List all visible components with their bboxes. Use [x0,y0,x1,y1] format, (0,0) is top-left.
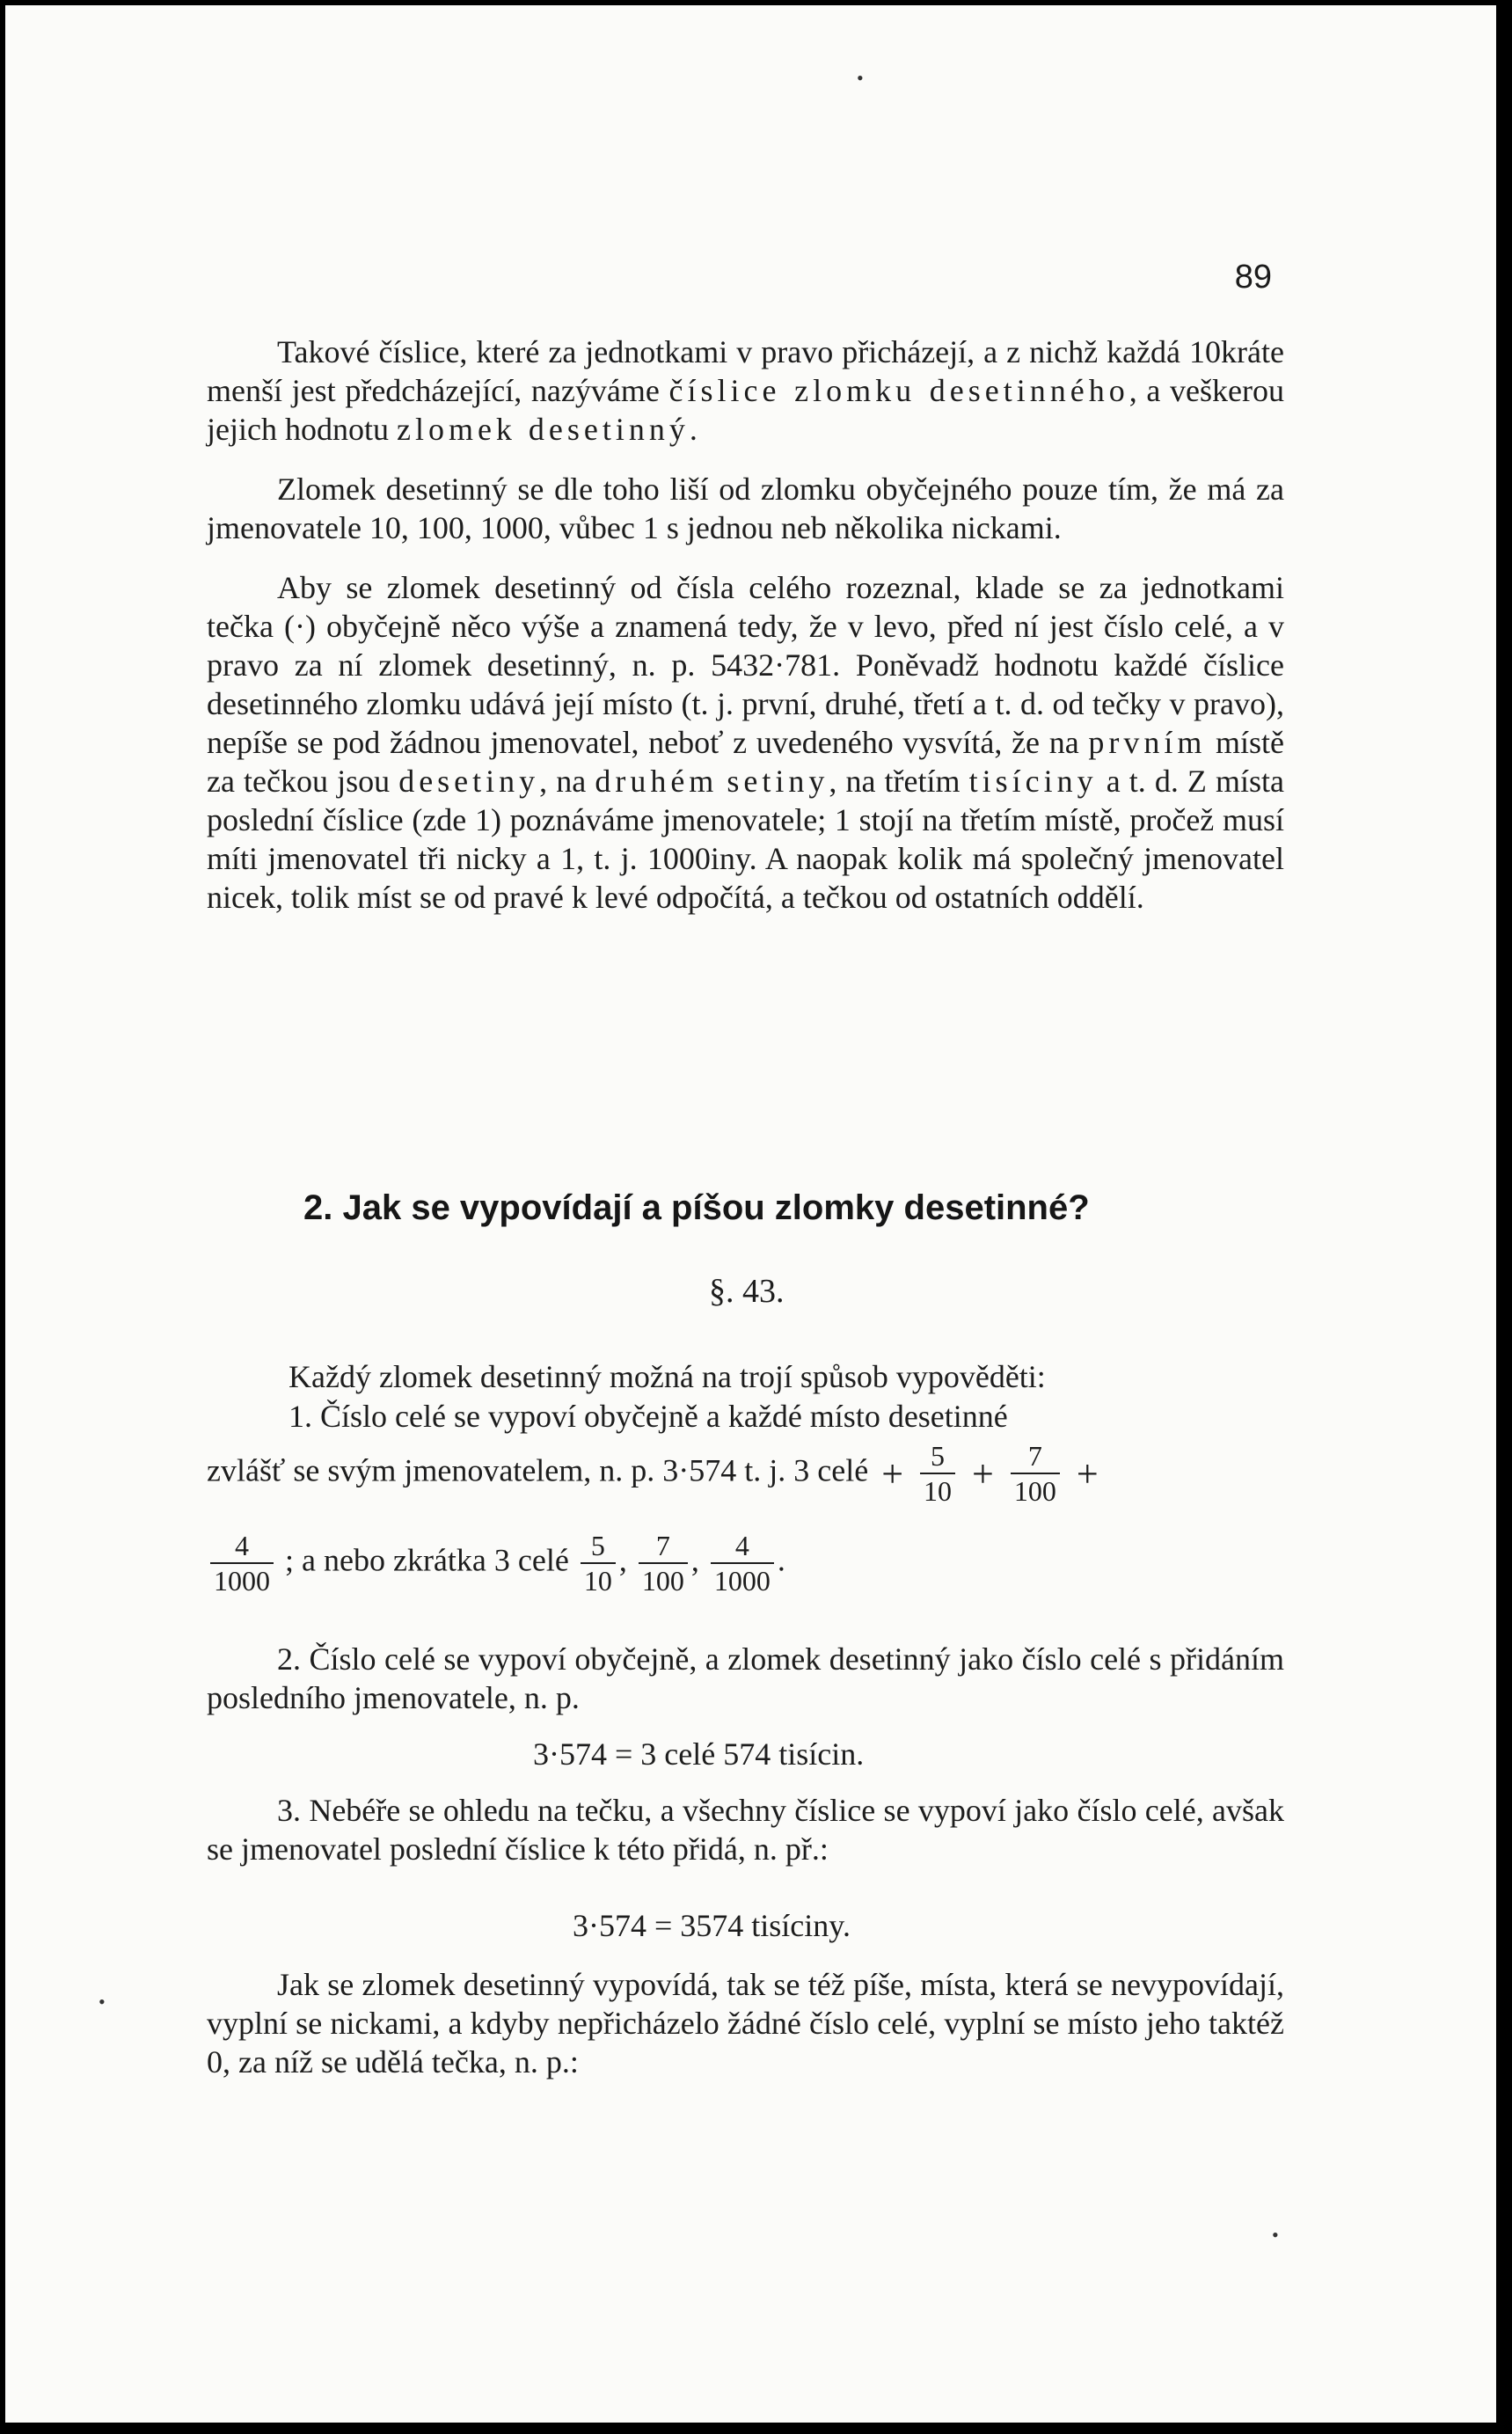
text-run: ; a nebo zkrátka 3 celé [285,1542,569,1578]
denominator: 10 [924,1475,953,1507]
document-page [5,5,1496,2423]
rule-1-example-line [207,1439,1104,1508]
numerator: 4 [711,1529,774,1564]
fraction [639,1529,688,1597]
denominator: 1000 [214,1565,270,1597]
spaced-term: setiny [727,764,829,799]
text-run: . [689,412,698,447]
scan-speck: • [99,1991,106,2013]
spaced-term: číslice zlomku desetinného [668,373,1129,408]
text-run: , na třetím [829,764,969,799]
text-run: a t. d. Z místa poslední číslice (zde 1) poznáváme jmenovatele; 1 stojí na třetím místě, pročež musí míti jmenovatel tři nicky a 1, t. j. 1000iny. A naopak kolik má společný jmenovatel nicek, tolik míst se od pravé k levé odpočítá, a tečkou od ostatních oddělí. [207,764,1285,915]
comma: , [618,1542,627,1578]
text-run: místě za tečkou jsou [207,725,1284,799]
text-run: Takové číslice, které za jednotkami v pravo přicházejí, a z nichž každá 10kráte menší jest předcházející, nazýváme [207,334,1284,408]
closing-paragraph [207,1965,1284,2081]
spaced-term: desetiny [398,764,540,799]
period: . [777,1542,785,1578]
numerator: 5 [581,1529,616,1564]
text-run: , na [539,764,595,799]
equation-1: 3·574 = 3 celé 574 tisícin. [533,1736,865,1772]
denominator: 1000 [713,1565,771,1597]
fraction [581,1529,616,1597]
rule-3-text: 3. Nebéře se ohledu na tečku, a všechny číslice se vypoví jako číslo celé, avšak se jmenovatel poslední číslice k této přidá, n. př.: [207,1793,1284,1867]
plus-sign: + [1076,1451,1099,1495]
scan-speck: • [857,67,864,89]
rule-3 [207,1791,1284,1868]
equation-2: 3·574 = 3574 tisíciny. [573,1908,851,1943]
spaced-term: druhém [595,764,719,799]
text-run: Aby se zlomek desetinný od čísla celého rozeznal, klade se za jednotkami tečka (·) obyčejně něco výše a znamená tedy, že v levo, před ní jest číslo celé, a v pravo za ní zlomek desetinný, n. p. 5432·781. Poněvadž hodnotu každé číslice desetinného zlomku udává její místo (t. j. první, druhé, třetí a t. d. od tečky v pravo), nepíše se pod žádnou jmenovatel, neboť z uvedeného vysvítá, že na [207,570,1284,760]
section-number: §. 43. [709,1273,785,1310]
denominator: 100 [641,1565,684,1597]
fraction [1011,1439,1060,1508]
spaced-term: prvním [1088,725,1207,760]
paragraph-2: Zlomek desetinný se dle toho liší od zlomku obyčejného pouze tím, že má za jmenovatele 10, 100, 1000, vůbec 1 s jednou neb několika nickami. [207,471,1284,545]
paragraph-1 [207,333,1284,449]
comma: , [690,1542,699,1578]
numerator: 7 [1011,1439,1060,1474]
section-43-intro: Každý zlomek desetinný možná na trojí spůsob vypověděti: [289,1359,1046,1394]
text-run [718,764,727,799]
page-number: 89 [1234,259,1272,296]
fraction [711,1529,774,1597]
fraction [920,1439,955,1508]
rule-2-text: 2. Číslo celé se vypoví obyčejně, a zlomek desetinný jako číslo celé s přidáním posledního jmenovatele, n. p. [207,1641,1284,1715]
denominator: 10 [583,1565,612,1597]
spaced-term: zlomek desetinný [396,412,690,447]
numerator: 4 [210,1529,274,1564]
paragraph-3 [207,568,1284,917]
numerator: 7 [639,1529,688,1564]
rule-1-line-1: 1. Číslo celé se vypoví obyčejně a každé místo desetinné [289,1399,1008,1434]
text-run: zvlášť se svým jmenovatelem, n. p. 3·574 t. j. 3 celé [207,1452,869,1488]
spaced-term: tisíciny [968,764,1098,799]
denominator: 100 [1013,1475,1056,1507]
numerator: 5 [920,1439,955,1474]
fraction [210,1529,274,1597]
plus-sign: + [881,1451,904,1495]
rule-2 [207,1640,1284,1717]
rule-1-short-form [207,1529,785,1597]
scan-speck: • [1272,2224,1279,2246]
text-run: , a veškerou jejich hodnotu [207,373,1284,447]
plus-sign: + [972,1451,994,1495]
section-42-text [207,333,1284,917]
closing-text: Jak se zlomek desetinný vypovídá, tak se též píše, místa, která se nevypovídají, vyplní se nickami, a kdyby nepřicházelo žádné číslo celé, vyplní se místo jeho taktéž 0, za níž se udělá tečka, n. p.: [207,1967,1284,2079]
section-heading: 2. Jak se vypovídají a píšou zlomky desetinné? [303,1188,1090,1227]
